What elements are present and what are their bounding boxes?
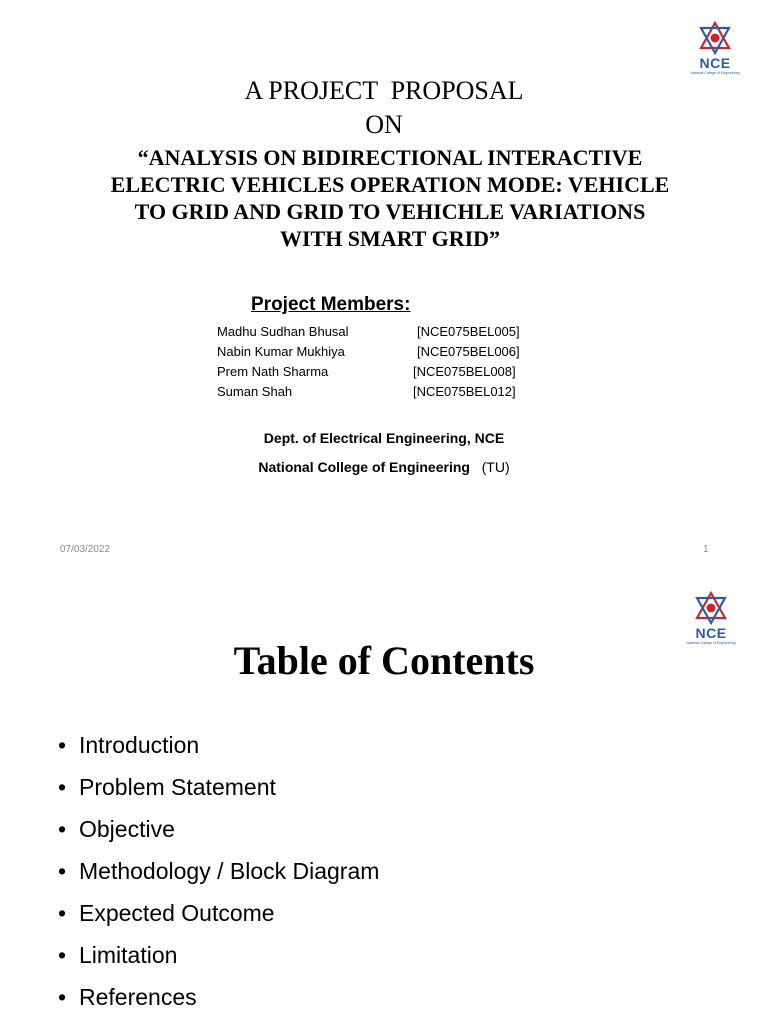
member-name: Prem Nath Sharma bbox=[217, 364, 329, 379]
heading-line-2: ON bbox=[365, 110, 403, 139]
toc-item-label: Problem Statement bbox=[79, 774, 276, 800]
bullet-icon: • bbox=[58, 732, 67, 758]
toc-item bbox=[58, 892, 379, 934]
college-line bbox=[0, 459, 768, 475]
toc-item-label: Introduction bbox=[79, 732, 200, 758]
college-emblem-icon bbox=[693, 590, 729, 626]
logo-subtitle: National College of Engineering bbox=[686, 641, 736, 645]
college-emblem-icon bbox=[697, 20, 733, 56]
toc-title: Table of Contents bbox=[233, 638, 535, 683]
toc-item bbox=[58, 976, 379, 1018]
bullet-icon: • bbox=[58, 774, 67, 800]
logo-text: NCE bbox=[695, 625, 727, 641]
heading-line-1: A PROJECT PROPOSAL bbox=[244, 76, 524, 105]
member-id: [NCE075BEL008] bbox=[413, 364, 516, 379]
college-name: National College of Engineering bbox=[258, 459, 470, 475]
toc-item bbox=[58, 934, 379, 976]
bullet-icon: • bbox=[58, 858, 67, 884]
logo-subtitle: National College of Engineering bbox=[690, 71, 740, 75]
department: Dept. of Electrical Engineering, NCE bbox=[263, 430, 505, 446]
bullet-icon: • bbox=[58, 942, 67, 968]
member-id: [NCE075BEL005] bbox=[417, 324, 520, 339]
bullet-icon: • bbox=[58, 816, 67, 842]
toc-item-label: Methodology / Block Diagram bbox=[79, 858, 380, 884]
member-row bbox=[217, 343, 520, 361]
toc-item bbox=[58, 724, 379, 766]
toc-item-label: References bbox=[79, 984, 197, 1010]
footer-date: 07/03/2022 bbox=[60, 544, 111, 555]
toc-item-label: Limitation bbox=[79, 942, 178, 968]
university: (TU) bbox=[481, 459, 510, 475]
member-name: Nabin Kumar Mukhiya bbox=[217, 344, 345, 359]
logo-text: NCE bbox=[699, 55, 731, 71]
toc-item bbox=[58, 808, 379, 850]
members-heading: Project Members: bbox=[251, 294, 411, 315]
bullet-icon: • bbox=[58, 900, 67, 926]
member-row bbox=[217, 383, 516, 401]
toc-item-label: Objective bbox=[79, 816, 175, 842]
toc-list bbox=[58, 724, 379, 1018]
bullet-icon: • bbox=[58, 984, 67, 1010]
slide-table-of-contents bbox=[0, 576, 768, 1024]
page-number: 1 bbox=[703, 544, 709, 555]
member-row bbox=[217, 323, 520, 341]
member-id: [NCE075BEL006] bbox=[417, 344, 520, 359]
member-name: Suman Shah bbox=[217, 384, 293, 399]
member-id: [NCE075BEL012] bbox=[413, 384, 516, 399]
member-name: Madhu Sudhan Bhusal bbox=[217, 324, 349, 339]
toc-item bbox=[58, 766, 379, 808]
nce-logo bbox=[680, 20, 750, 75]
toc-item-label: Expected Outcome bbox=[79, 900, 275, 926]
member-row bbox=[217, 363, 516, 381]
project-title: “ANALYSIS ON BIDIRECTIONAL INTERACTIVE ELECTRIC VEHICLES OPERATION MODE: VEHICLE TO GRID AND GRID TO VEHICHLE VARIATIONS WITH SMART GRID” bbox=[110, 145, 670, 251]
toc-item bbox=[58, 850, 379, 892]
